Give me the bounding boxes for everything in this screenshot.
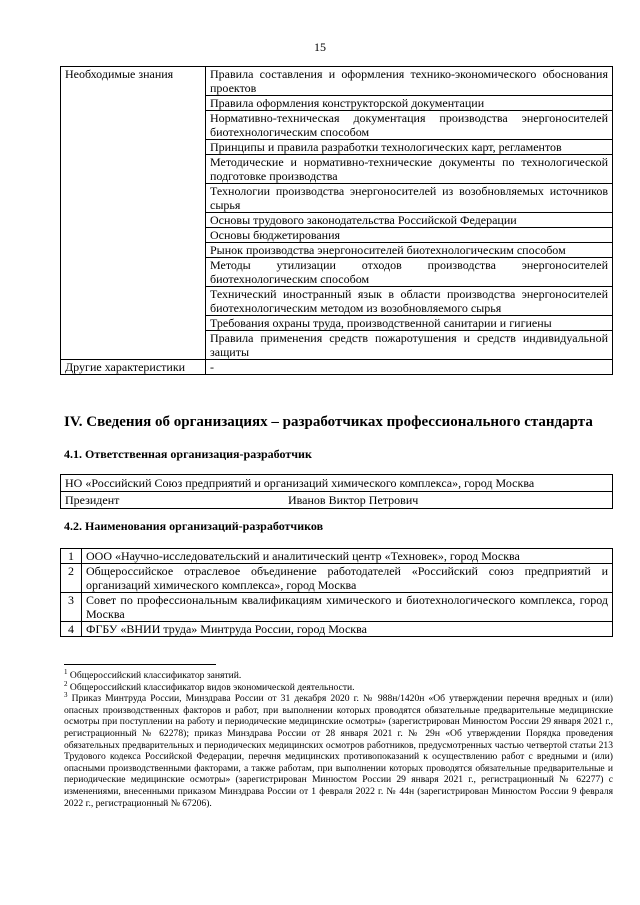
responsible-position: Президент — [61, 492, 285, 509]
footnote-mark: 3 — [64, 691, 68, 699]
responsible-org-heading: 4.1. Ответственная организация-разработчик — [64, 447, 312, 461]
knowledge-item: Правила применения средств пожаротушения и средств индивидуальной защиты — [206, 331, 613, 360]
developer-number: 4 — [61, 622, 82, 637]
developer-orgs-table — [60, 548, 613, 637]
footnote-separator — [64, 664, 216, 665]
other-characteristics-label: Другие характеристики — [61, 360, 206, 375]
footnote — [64, 679, 613, 694]
knowledge-item: Основы трудового законодательства Российской Федерации — [206, 213, 613, 228]
footnote — [64, 667, 613, 682]
responsible-person: Иванов Виктор Петрович — [284, 492, 613, 509]
developer-name: Совет по профессиональным квалификациям химического и биотехнологического комплекса, город Москва — [82, 593, 613, 622]
footnote-text: Общероссийский классификатор видов экономической деятельности. — [69, 681, 355, 693]
knowledge-item: Правила составления и оформления технико-экономического обоснования проектов — [206, 67, 613, 96]
knowledge-item: Правила оформления конструкторской документации — [206, 96, 613, 111]
table-row — [61, 475, 613, 492]
section-heading: IV. Сведения об организациях – разработчиках профессионального стандарта — [64, 414, 593, 430]
table-row — [61, 492, 613, 509]
knowledge-item: Принципы и правила разработки технологических карт, регламентов — [206, 140, 613, 155]
developer-name: ООО «Научно-исследовательский и аналитический центр «Техновек», город Москва — [82, 549, 613, 564]
knowledge-item: Технологии производства энергоносителей из возобновляемых источников сырья — [206, 184, 613, 213]
footnote — [64, 693, 613, 809]
knowledge-item: Нормативно-техническая документация производства энергоносителей биотехнологическим способом — [206, 111, 613, 140]
developer-name: ФГБУ «ВНИИ труда» Минтруда России, город Москва — [82, 622, 613, 637]
table-row — [61, 549, 613, 564]
other-characteristics-value: - — [206, 360, 613, 375]
footnote-mark: 2 — [64, 679, 68, 688]
knowledge-item: Рынок производства энергоносителей биотехнологическим способом — [206, 243, 613, 258]
table-row — [61, 622, 613, 637]
footnote-text: Приказ Минтруда России, Минздрава России от 31 декабря 2020 г. № 988н/1420н «Об утверждении перечня вредных и (или) опасных производственных факторов и работ, при выполнении которых проводятся обязательные предварительные медицинские осмотры при поступлении на работу и периодические медицинские осмотры» (зарегистрирован Минюстом России 29 января 2021 г., регистрационный № 62278); приказ Минздрава России от 28 января 2021 г. № 29н «Об утверждении Порядка проведения обязательных предварительных и периодических медицинских осмотров работников, предусмотренных частью четвертой статьи 213 Трудового кодекса Российской Федерации, перечня медицинских противопоказаний к осуществлению работ с вредными и (или) опасными производственными факторами, а также работам, при выполнении которых проводятся обязательные предварительные и периодические медицинские осмотры» (зарегистрирован Минюстом России 29 января 2021 г., регистрационный № 62277) с изменениями, внесенными приказом Минздрава России от 1 февраля 2022 г. № 44н (зарегистрирован Минюстом России 9 февраля 2022 г., регистрационный № 67206). — [64, 693, 613, 809]
table-row — [61, 564, 613, 593]
knowledge-item: Методические и нормативно-технические документы по технологической подготовке производства — [206, 155, 613, 184]
knowledge-item: Технический иностранный язык в области производства энергоносителей биотехнологическим методом из возобновляемого сырья — [206, 287, 613, 316]
knowledge-item: Методы утилизации отходов производства энергоносителей биотехнологическим способом — [206, 258, 613, 287]
knowledge-label: Необходимые знания — [61, 67, 206, 360]
table-row — [61, 360, 613, 375]
footnote-mark: 1 — [64, 667, 68, 676]
footnote-text: Общероссийский классификатор занятий. — [69, 670, 242, 681]
page-number: 15 — [314, 40, 326, 54]
knowledge-item: Основы бюджетирования — [206, 228, 613, 243]
table-row — [61, 593, 613, 622]
developer-name: Общероссийское отраслевое объединение работодателей «Российский союз предприятий и организаций химического комплекса», город Москва — [82, 564, 613, 593]
knowledge-table — [60, 66, 613, 375]
responsible-org-name: НО «Российский Союз предприятий и организаций химического комплекса», город Москва — [61, 475, 613, 492]
developer-orgs-heading: 4.2. Наименования организаций-разработчиков — [64, 519, 324, 533]
developer-number: 2 — [61, 564, 82, 593]
knowledge-item: Требования охраны труда, производственной санитарии и гигиены — [206, 316, 613, 331]
developer-number: 3 — [61, 593, 82, 622]
developer-number: 1 — [61, 549, 82, 564]
footnotes — [64, 667, 613, 809]
responsible-org-table — [60, 474, 613, 509]
table-row — [61, 67, 613, 96]
